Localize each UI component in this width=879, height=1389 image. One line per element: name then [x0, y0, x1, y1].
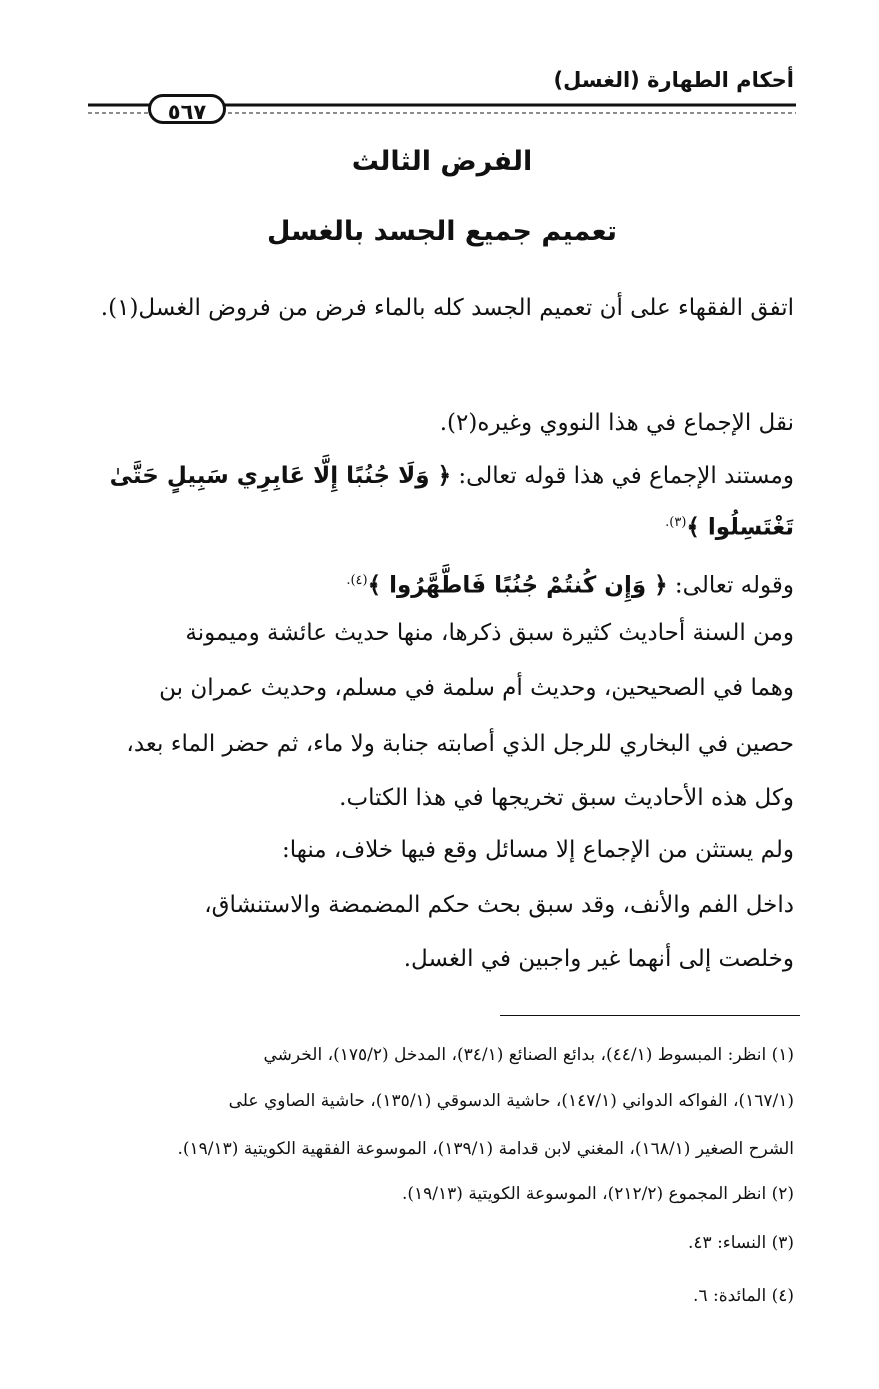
paragraph-sunnah-line-3: حصين في البخاري للرجل الذي أصابته جنابة ولا ماء، ثم حضر الماء بعد، — [126, 731, 794, 757]
paragraph-sunnah-line-2: وهما في الصحيحين، وحديث أم سلمة في مسلم، وحديث عمران بن — [159, 675, 794, 701]
footnote-separator — [500, 1015, 800, 1016]
quran-verse-nisa: ﴿ وَلَا جُنُبًا إِلَّا عَابِرِي سَبِيلٍ حَتَّىٰ — [109, 463, 452, 489]
paragraph-exceptions: ولم يستثن من الإجماع إلا مسائل وقع فيها خلاف، منها: — [282, 837, 794, 863]
paragraph-sunnah-line-4: وكل هذه الأحاديث سبق تخريجها في هذا الكتاب. — [339, 785, 794, 811]
section-title: الفرض الثالث — [351, 146, 533, 177]
paragraph-transmission: نقل الإجماع في هذا النووي وغيره(٢). — [439, 410, 794, 436]
quran-verse-maidah: ﴿ وَإِن كُنتُمْ جُنُبًا فَاطَّهَّرُوا ﴾ — [367, 572, 668, 599]
footnote-1-line-1: (١) انظر: المبسوط (٤٤/١)، بدائع الصنائع (٣٤/١)، المدخل (١٧٥/٢)، الخرشي — [263, 1045, 794, 1065]
evidence-intro: ومستند الإجماع في هذا قوله تعالى: — [458, 463, 794, 489]
maidah-intro: وقوله تعالى: — [674, 572, 794, 599]
footnote-1-line-3: الشرح الصغير (١٦٨/١)، المغني لابن قدامة (١٣٩/١)، الموسوعة الفقهية الكويتية (١٩/١٣). — [177, 1139, 794, 1159]
paragraph-consensus: اتفق الفقهاء على أن تعميم الجسد كله بالماء فرض من فروض الغسل(١). — [100, 295, 794, 321]
footnote-3: (٣) النساء: ٤٣. — [688, 1233, 794, 1253]
paragraph-evidence-line-1 — [110, 461, 794, 491]
paragraph-mouth-nose-line-2: وخلصت إلى أنهما غير واجبين في الغسل. — [403, 946, 794, 972]
page-number: ٥٦٧ — [148, 94, 226, 124]
paragraph-sunnah-line-1: ومن السنة أحاديث كثيرة سبق ذكرها، منها حديث عائشة وميمونة — [185, 620, 794, 646]
running-title: أحكام الطهارة (الغسل) — [553, 68, 794, 92]
footnote-ref-4: (٤). — [346, 573, 368, 588]
footnote-ref-3: (٣). — [665, 515, 687, 530]
section-subtitle: تعميم جميع الجسد بالغسل — [266, 216, 618, 247]
footnote-1-line-2: (١٦٧/١)، الفواكه الدواني (١٤٧/١)، حاشية الدسوقي (١٣٥/١)، حاشية الصاوي على — [228, 1091, 794, 1111]
paragraph-maidah — [346, 566, 794, 601]
paragraph-mouth-nose-line-1: داخل الفم والأنف، وقد سبق بحث حكم المضمضة والاستنشاق، — [204, 892, 794, 918]
footnote-4: (٤) المائدة: ٦. — [693, 1286, 794, 1306]
footnote-2: (٢) انظر المجموع (٢١٢/٢)، الموسوعة الكويتية (١٩/١٣). — [401, 1184, 794, 1204]
paragraph-evidence-line-2 — [665, 508, 794, 543]
quran-verse-nisa-end: تَغْتَسِلُوا ﴾ — [686, 514, 794, 541]
